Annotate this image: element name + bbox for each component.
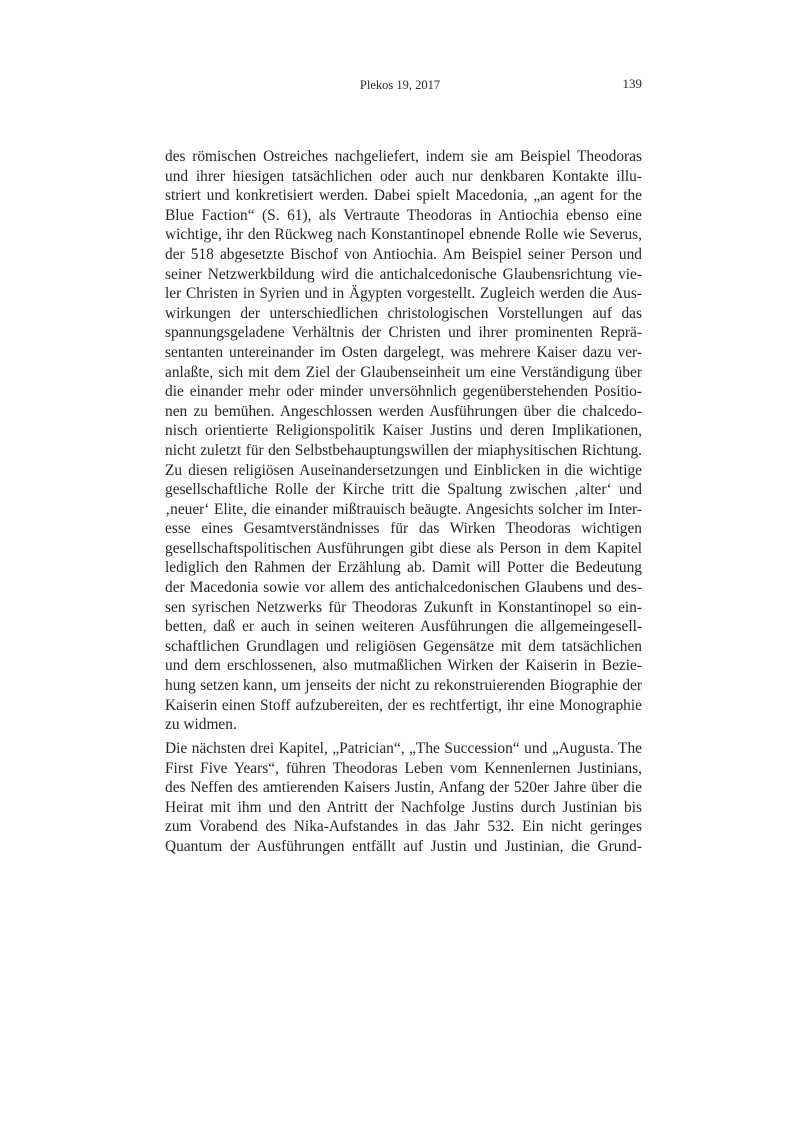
text-line: sentanten untereinander im Osten dargelegt, was mehrere Kaiser dazu ver- xyxy=(165,343,642,361)
text-line: Die nächsten drei Kapitel, „Patrician“, „The Succession“ und „Augusta. The xyxy=(165,740,642,757)
text-line: sen syrischen Netzwerks für Theodoras Zukunft in Konstantinopel so ein- xyxy=(165,598,642,616)
text-line: esse eines Gesamtverständnisses für das Wirken Theodoras wichtigen xyxy=(165,520,642,538)
text-line: und ihrer hiesigen tatsächlichen oder auch nur denkbaren Kontakte illu- xyxy=(165,167,642,185)
page-number: 139 xyxy=(622,76,642,91)
text-line: des römischen Ostreiches nachgeliefert, indem sie am Beispiel Theodoras xyxy=(165,148,642,165)
text-line: Heirat mit ihm und den Antritt der Nachfolge Justins durch Justinian bis xyxy=(165,798,642,816)
text-line: ‚neuer‘ Elite, die einander mißtrauisch beäugte. Angesichts solcher im Inter- xyxy=(165,500,642,518)
text-line: zum Vorabend des Nika-Aufstandes in das Jahr 532. Ein nicht geringes xyxy=(165,818,642,836)
text-line: und dem erschlossenen, also mutmaßlichen Wirken der Kaiserin in Bezie- xyxy=(165,657,642,675)
paragraph-2 xyxy=(165,739,642,857)
text-line: zu widmen. xyxy=(165,716,237,734)
text-line: Zu diesen religiösen Auseinandersetzungen und Einblicken in die wichtige xyxy=(165,461,642,479)
text-line: Quantum der Ausführungen entfällt auf Justin und Justinian, die Grund- xyxy=(165,837,642,855)
text-line: lediglich den Rahmen der Erzählung ab. Damit will Potter die Bedeutung xyxy=(165,559,642,577)
text-line: der 518 abgesetzte Bischof von Antiochia. Am Beispiel seiner Person und xyxy=(165,245,642,263)
text-line: ler Christen in Syrien und in Ägypten vorgestellt. Zugleich werden die Aus- xyxy=(165,285,642,303)
text-line: die einander mehr oder minder unversöhnlich gegenüberstehenden Positio- xyxy=(165,383,642,401)
text-line: wichtige, ihr den Rückweg nach Konstantinopel ebnende Rolle wie Severus, xyxy=(165,226,642,244)
text-line: Blue Faction“ (S. 61), als Vertraute Theodoras in Antiochia ebenso eine xyxy=(165,206,642,224)
journal-citation: Plekos 19, 2017 xyxy=(359,78,441,92)
text-line: gesellschaftspolitischen Ausführungen gibt diese als Person in dem Kapitel xyxy=(165,539,642,557)
text-line: nen zu bemühen. Angeschlossen werden Ausführungen über die chalcedo- xyxy=(165,402,642,420)
text-line: First Five Years“, führen Theodoras Leben vom Kennenlernen Justinians, xyxy=(165,759,642,777)
text-line: seiner Netzwerkbildung wird die antichalcedonische Glaubensrichtung vie- xyxy=(165,265,642,283)
text-line: des Neffen des amtierenden Kaisers Justin, Anfang der 520er Jahre über die xyxy=(165,779,642,797)
text-line: schaftlichen Grundlagen und religiösen Gegensätze mit dem tatsächlichen xyxy=(165,637,642,655)
paragraph-1 xyxy=(165,147,642,735)
text-line: hung setzen kann, um jenseits der nicht zu rekonstruierenden Biographie der xyxy=(165,677,642,695)
text-line: nisch orientierte Religionspolitik Kaiser Justins und deren Implikationen, xyxy=(165,422,642,440)
text-line: nicht zuletzt für den Selbstbehauptungswillen der miaphysitischen Richtung. xyxy=(165,441,642,459)
text-line: spannungsgeladene Verhältnis der Christen und ihrer prominenten Reprä- xyxy=(165,324,642,342)
text-line: betten, daß er auch in seinen weiteren Ausführungen die allgemeingesell- xyxy=(165,618,642,636)
text-line: der Macedonia sowie vor allem des antichalcedonischen Glaubens und des- xyxy=(165,579,642,597)
text-line: wirkungen der unterschiedlichen christologischen Vorstellungen auf das xyxy=(165,304,642,322)
text-line: anlaßte, sich mit dem Ziel der Glaubenseinheit um eine Verständigung über xyxy=(165,363,642,381)
text-line: gesellschaftliche Rolle der Kirche tritt die Spaltung zwischen ‚alter‘ und xyxy=(165,481,642,499)
text-line: Kaiserin einen Stoff aufzubereiten, der es rechtfertigt, ihr eine Monographie xyxy=(165,696,642,714)
text-line: striert und konkretisiert werden. Dabei spielt Macedonia, „an agent for the xyxy=(165,187,642,205)
